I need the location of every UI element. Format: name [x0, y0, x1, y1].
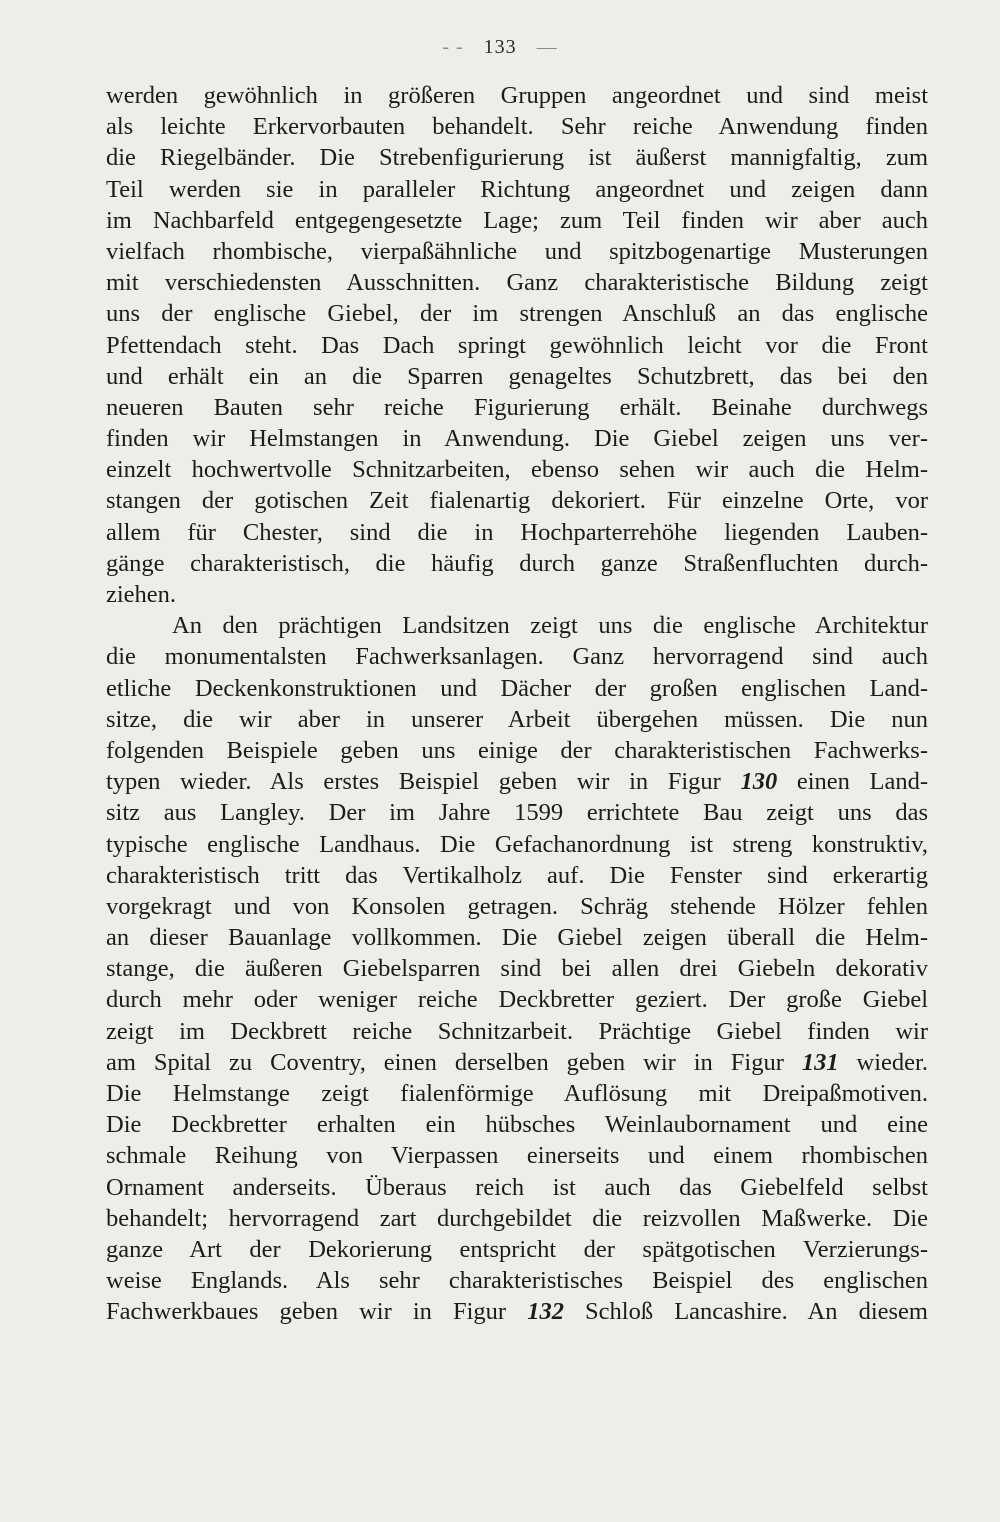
text-segment: durch mehr oder weniger reiche Deckbretter geziert. Der große Giebel — [106, 986, 928, 1014]
header-left-dash: - - — [442, 36, 464, 58]
text-line — [106, 548, 928, 579]
text-line — [106, 1296, 928, 1327]
text-segment: wieder. — [838, 1048, 928, 1076]
text-line — [106, 579, 928, 610]
paragraph — [106, 80, 928, 610]
text-segment: etliche Deckenkonstruktionen und Dächer der großen englischen Land‑ — [106, 674, 928, 702]
text-line — [106, 797, 928, 828]
text-line — [106, 423, 928, 454]
text-segment: einzelt hochwertvolle Schnitzarbeiten, ebenso sehen wir auch die Helm‑ — [106, 456, 928, 484]
text-segment: sitz aus Langley. Der im Jahre 1599 errichtete Bau zeigt uns das — [106, 799, 928, 827]
text-line — [106, 735, 928, 766]
text-segment: einen Land‑ — [777, 768, 928, 796]
text-line — [106, 454, 928, 485]
text-line — [106, 1047, 928, 1078]
page-header — [0, 36, 1000, 59]
text-segment: die monumentalsten Fachwerksanlagen. Ganz hervorragend sind auch — [106, 643, 928, 671]
text-line — [106, 1265, 928, 1296]
text-segment: finden wir Helmstangen in Anwendung. Die Giebel zeigen uns ver‑ — [106, 425, 928, 453]
text-segment: weise Englands. Als sehr charakteristisches Beispiel des englischen — [106, 1267, 928, 1295]
text-line — [106, 1203, 928, 1234]
text-segment: im Nachbarfeld entgegengesetzte Lage; zum Teil finden wir aber auch — [106, 206, 928, 234]
text-segment: vielfach rhombische, vierpaßähnliche und spitzbogenartige Musterungen — [106, 237, 928, 265]
text-line — [106, 829, 928, 860]
figure-reference: 132 — [527, 1298, 564, 1326]
text-line — [106, 236, 928, 267]
text-segment: ziehen. — [106, 581, 177, 608]
text-line — [106, 517, 928, 548]
text-segment: Ornament anderseits. Überaus reich ist auch das Giebelfeld selbst — [106, 1173, 928, 1201]
text-segment: uns der englische Giebel, der im strengen Anschluß an das englische — [106, 300, 928, 328]
text-segment: Pfettendach steht. Das Dach springt gewöhnlich leicht vor die Front — [106, 331, 928, 359]
paragraph — [106, 610, 928, 1327]
body-text — [106, 80, 928, 1328]
text-segment: werden gewöhnlich in größeren Gruppen angeordnet und sind meist — [106, 82, 928, 109]
text-segment: An den prächtigen Landsitzen zeigt uns die englische Architektur — [172, 612, 928, 640]
text-line — [106, 1172, 928, 1203]
text-segment: neueren Bauten sehr reiche Figurierung erhält. Beinahe durchwegs — [106, 393, 928, 421]
text-line — [106, 205, 928, 236]
text-line — [106, 953, 928, 984]
text-line — [106, 80, 928, 111]
header-right-dash: — — [536, 36, 558, 58]
figure-reference: 130 — [740, 768, 778, 796]
text-segment: und erhält ein an die Sparren genageltes Schutzbrett, das bei den — [106, 362, 928, 390]
text-segment: zeigt im Deckbrett reiche Schnitzarbeit. Prächtige Giebel finden wir — [106, 1017, 928, 1045]
text-line — [106, 111, 928, 142]
text-segment: Schloß Lancashire. An diesem — [563, 1298, 928, 1326]
text-segment: typische englische Landhaus. Die Gefachanordnung ist streng konstruktiv, — [106, 830, 928, 858]
text-line — [106, 174, 928, 205]
text-line — [106, 704, 928, 735]
text-segment: ganze Art der Dekorierung entspricht der spätgotischen Verzierungs‑ — [106, 1235, 928, 1263]
text-segment: behandelt; hervorragend zart durchgebildet die reizvollen Maßwerke. Die — [106, 1204, 928, 1232]
text-segment: vorgekragt und von Konsolen getragen. Schräg stehende Hölzer fehlen — [106, 892, 928, 920]
text-line — [106, 298, 928, 329]
text-line — [106, 267, 928, 298]
page-number: 133 — [483, 36, 517, 58]
text-segment: typen wieder. Als erstes Beispiel geben wir in Figur — [106, 768, 741, 796]
text-segment: Teil werden sie in paralleler Richtung angeordnet und zeigen dann — [106, 175, 928, 203]
text-line — [106, 392, 928, 423]
text-segment: sitze, die wir aber in unserer Arbeit übergehen müssen. Die nun — [106, 705, 928, 733]
text-segment: allem für Chester, sind die in Hochparterrehöhe liegenden Lauben‑ — [106, 518, 928, 546]
text-segment: mit verschiedensten Ausschnitten. Ganz charakteristische Bildung zeigt — [106, 269, 928, 297]
text-line — [106, 673, 928, 704]
text-segment: an dieser Bauanlage vollkommen. Die Giebel zeigen überall die Helm‑ — [106, 924, 928, 952]
text-segment: die Riegelbänder. Die Strebenfigurierung ist äußerst mannigfaltig, zum — [106, 144, 928, 172]
text-line — [106, 1234, 928, 1265]
text-segment: Die Deckbretter erhalten ein hübsches Weinlaubornament und eine — [106, 1111, 928, 1139]
text-segment: gänge charakteristisch, die häufig durch ganze Straßenfluchten durch‑ — [106, 549, 928, 577]
text-line — [106, 860, 928, 891]
text-line — [106, 485, 928, 516]
text-line — [106, 922, 928, 953]
text-segment: stange, die äußeren Giebelsparren sind bei allen drei Giebeln dekorativ — [106, 955, 928, 983]
text-line — [106, 1016, 928, 1047]
text-segment: charakteristisch tritt das Vertikalholz auf. Die Fenster sind erkerartig — [106, 861, 928, 889]
text-line — [106, 330, 928, 361]
text-segment: als leichte Erkervorbauten behandelt. Sehr reiche Anwendung finden — [106, 113, 928, 141]
text-line — [106, 1078, 928, 1109]
text-segment: Fachwerkbaues geben wir in Figur — [106, 1298, 528, 1326]
text-line — [106, 610, 928, 641]
text-line — [106, 984, 928, 1015]
text-line — [106, 361, 928, 392]
text-line — [106, 1109, 928, 1140]
text-line — [106, 641, 928, 672]
text-segment: stangen der gotischen Zeit fialenartig dekoriert. Für einzelne Orte, vor — [106, 487, 928, 515]
text-line — [106, 142, 928, 173]
text-segment: am Spital zu Coventry, einen derselben geben wir in Figur — [106, 1048, 802, 1076]
text-segment: Die Helmstange zeigt fialenförmige Auflösung mit Dreipaßmotiven. — [106, 1080, 928, 1107]
figure-reference: 131 — [801, 1048, 839, 1076]
text-line — [106, 1140, 928, 1171]
text-line — [106, 766, 928, 797]
text-segment: folgenden Beispiele geben uns einige der charakteristischen Fachwerks‑ — [106, 736, 928, 764]
text-line — [106, 891, 928, 922]
text-segment: schmale Reihung von Vierpassen einerseits und einem rhombischen — [106, 1142, 928, 1170]
